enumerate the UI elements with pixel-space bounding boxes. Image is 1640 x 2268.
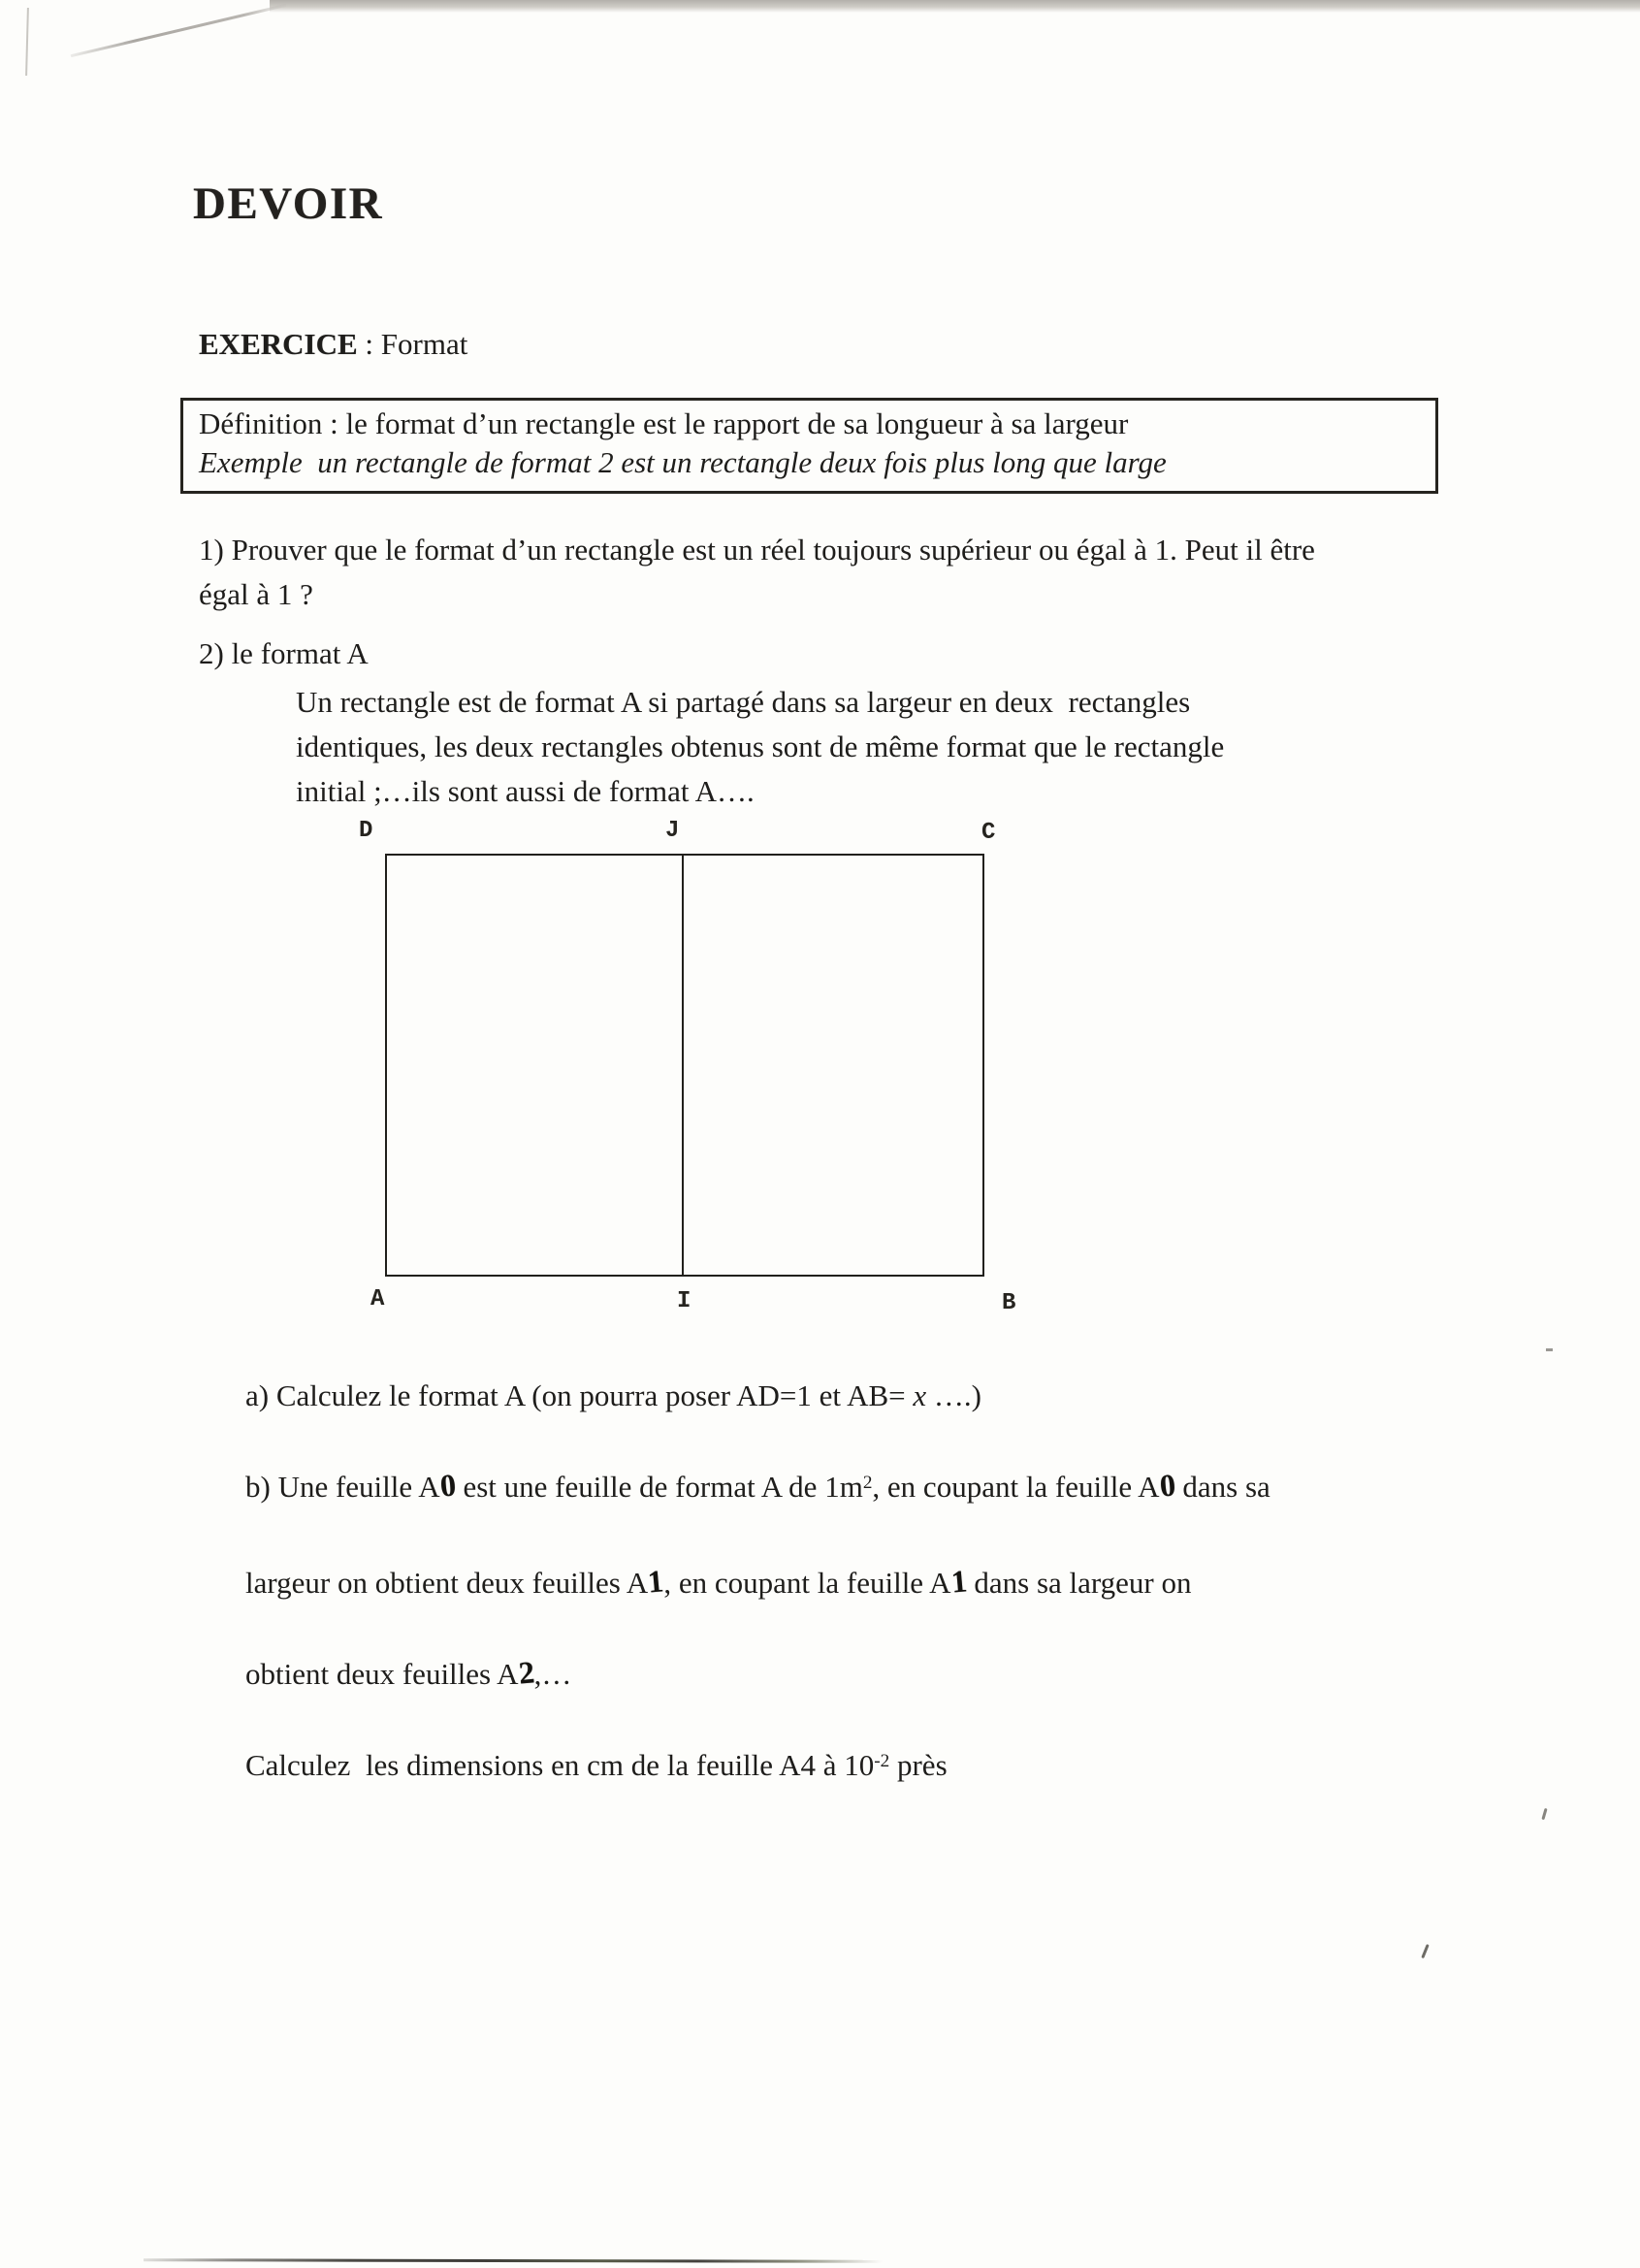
question-b-line-3 — [245, 1651, 1270, 1742]
superscript-2: 2 — [862, 1472, 873, 1493]
example-text: Exemple un rectangle de format 2 est un rectangle deux fois plus long que large — [199, 445, 1167, 479]
question-b-line-1 — [245, 1464, 1270, 1560]
page-fold-line — [25, 8, 29, 76]
question-b-text: largeur on obtient deux feuilles A — [245, 1566, 649, 1600]
definition-box — [180, 398, 1438, 494]
scan-speck — [1541, 1808, 1547, 1820]
exercise-subject: : Format — [357, 327, 468, 361]
question-b-text: est une feuille de format A de 1m — [455, 1470, 863, 1504]
question-2-paragraph — [296, 680, 1224, 814]
scan-speck — [1546, 1348, 1553, 1351]
question-1-line: 1) Prouver que le format d’un rectangle est un réel toujours supérieur ou égal à 1. Peut il être — [199, 533, 1315, 567]
exercise-heading — [199, 327, 467, 362]
superscript-minus-2: -2 — [874, 1750, 890, 1771]
handwritten-digit-0: 0 — [437, 1467, 458, 1504]
figure-rectangle — [385, 854, 984, 1277]
handwritten-digit-2: 2 — [516, 1654, 536, 1691]
final-question-text: près — [889, 1748, 948, 1782]
question-b-text: b) Une feuille A — [245, 1470, 440, 1504]
scan-speck — [1421, 1944, 1429, 1959]
page-title: DEVOIR — [193, 178, 384, 229]
question-b-text: dans sa — [1174, 1470, 1270, 1504]
handwritten-digit-1: 1 — [646, 1563, 665, 1600]
question-2-line: Un rectangle est de format A si partagé dans sa largeur en deux rectangles — [296, 685, 1191, 719]
question-2-heading: 2) le format A — [199, 636, 369, 670]
handwritten-digit-0: 0 — [1157, 1467, 1177, 1504]
definition-text: Définition : le format d’un rectangle est le rapport de sa longueur à sa largeur — [199, 406, 1129, 440]
question-1-line: égal à 1 ? — [199, 577, 313, 611]
midpoint-label-i: I — [677, 1288, 691, 1314]
question-a-line — [245, 1373, 1270, 1464]
question-b-text: dans sa largeur on — [966, 1566, 1192, 1600]
final-question-text: Calculez les dimensions en cm de la feuille A4 à 10 — [245, 1748, 875, 1782]
corner-label-c: C — [981, 820, 996, 846]
figure-divider-line — [682, 856, 684, 1275]
question-2-line: identiques, les deux rectangles obtenus sont de même format que le rectangle — [296, 729, 1225, 763]
exercise-label: EXERCICE — [199, 327, 358, 361]
question-b-text: , en coupant la feuille A — [872, 1470, 1160, 1504]
question-b-line-2 — [245, 1560, 1270, 1651]
corner-label-d: D — [359, 818, 373, 844]
question-b-text: , en coupant la feuille A — [663, 1566, 951, 1600]
page-fold-crease — [71, 4, 287, 57]
scan-edge-shadow — [270, 0, 1640, 13]
midpoint-label-j: J — [665, 818, 680, 844]
question-1 — [199, 528, 1315, 617]
scan-bottom-line — [144, 2258, 883, 2263]
questions-a-b — [245, 1373, 1270, 1838]
question-a-text: ….) — [926, 1378, 981, 1412]
question-a-text: a) Calculez le format A (on pourra poser AD=1 et AB= — [245, 1378, 906, 1412]
question-2-line: initial ;…ils sont aussi de format A…. — [296, 774, 755, 808]
question-b-text: ,… — [533, 1657, 572, 1691]
variable-x: x — [905, 1378, 927, 1412]
question-b-text: obtient deux feuilles A — [245, 1657, 519, 1691]
corner-label-a: A — [370, 1286, 385, 1312]
handwritten-digit-1: 1 — [949, 1563, 969, 1600]
corner-label-b: B — [1002, 1290, 1016, 1316]
final-question-line — [245, 1742, 1270, 1838]
